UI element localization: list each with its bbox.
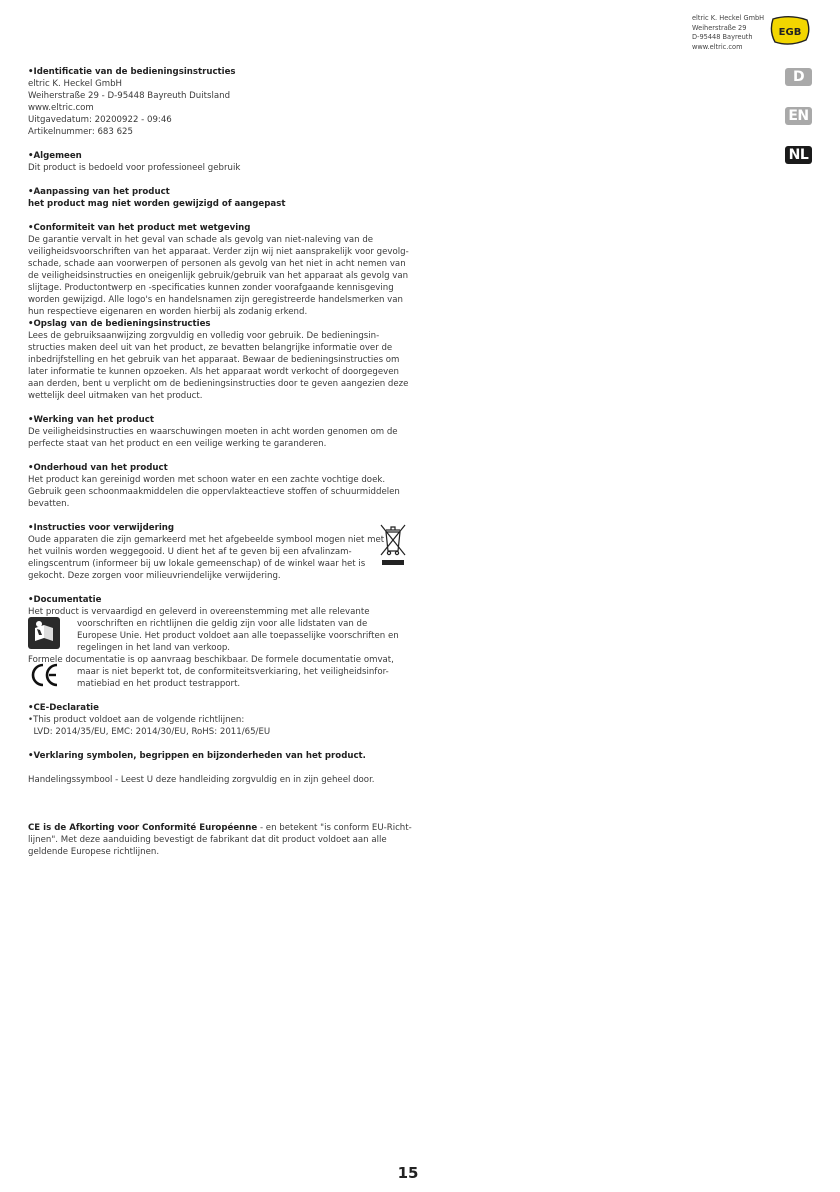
document-body (28, 66, 412, 858)
company-line: D-95448 Bayreuth (692, 33, 753, 42)
section-heading: •Opslag van de bedieningsinstructies (28, 319, 211, 329)
ce-mark-icon (30, 662, 60, 688)
text-line: •This product voldoet aan de volgende richtlijnen: (28, 715, 245, 725)
text-line: slijtage. Productontwerp en -specificaties kunnen zonder voorafgaande kennisgeving (28, 283, 394, 293)
company-line: Weiherstraße 29 (692, 23, 747, 32)
logo-text: EGB (778, 27, 802, 38)
text-line: inbedrijfstelling en het gebruik van het apparaat. Bewaar de bedieningsinstructies om (28, 355, 400, 365)
text-line: De garantie vervalt in het geval van schade als gevolg van niet-naleving van de (28, 235, 374, 245)
text-line: aan derden, bent u verplicht om de bedieningsinstructies door te geven aangezien deze (28, 379, 409, 389)
text-line: bevatten. (28, 499, 70, 509)
text-line: gekocht. Deze zorgen voor milieuvriendelijke verwijdering. (28, 571, 281, 581)
text-line: Het product kan gereinigd worden met schoon water en een zachte vochtige doek. (28, 475, 386, 485)
text-line: LVD: 2014/35/EU, EMC: 2014/30/EU, RoHS: 2011/65/EU (28, 727, 271, 737)
text-line: lijnen". Met deze aanduiding bevestigt de fabrikant dat dit product voldoet aan alle (28, 835, 387, 845)
text-line: Handelingssymbool - Leest U deze handleiding zorgvuldig en in zijn geheel door. (28, 775, 375, 785)
text-line: Artikelnummer: 683 625 (28, 127, 133, 137)
text-line: de veiligheidsinstructies en oneigenlijk gebruik/gebruik van het apparaat als gevolg van (28, 271, 409, 281)
text-line: De veiligheidsinstructies en waarschuwingen moeten in acht worden genomen om de (28, 427, 398, 437)
section-heading: •Identificatie van de bedieningsinstructies (28, 67, 236, 77)
text-line: elingscentrum (informeer bij uw lokale gemeenschap) of de winkel waar het is (28, 559, 366, 569)
ce-note-bold: CE is de Afkorting voor Conformité Européenne (28, 823, 258, 833)
text-line: Uitgavedatum: 20200922 - 09:46 (28, 115, 172, 125)
text-line: schade, schade aan voorwerpen of personen als gevolg van het niet in acht nemen van (28, 259, 406, 269)
text-line: maar is niet beperkt tot, de conformiteitsverkiaring, het veiligheidsinfor- (77, 667, 389, 677)
text-line: later informatie te kunnen opzoeken. Als het apparaat wordt verkocht of doorgegeven (28, 367, 399, 377)
section-heading: •CE-Declaratie (28, 703, 99, 713)
text-line: eltric K. Heckel GmbH (28, 79, 123, 89)
section-heading: •Documentatie (28, 595, 102, 605)
text-line: het product mag niet worden gewijzigd of aangepast (28, 199, 286, 209)
text-line: Gebruik geen schoonmaakmiddelen die oppervlakteactieve stoffen of schuurmiddelen (28, 487, 400, 497)
lang-tab-en[interactable]: EN (785, 107, 812, 125)
text-line: perfecte staat van het product en een veilige werking te garanderen. (28, 439, 327, 449)
section-heading: •Algemeen (28, 151, 82, 161)
section-heading: •Aanpassing van het product (28, 187, 170, 197)
text-line: voorschriften en richtlijnen die geldig zijn voor alle lidstaten van de (77, 619, 368, 629)
text-line: Formele documentatie is op aanvraag beschikbaar. De formele documentatie omvat, (28, 655, 394, 665)
text-line: Europese Unie. Het product voldoet aan alle toepasselijke voorschriften en (77, 631, 399, 641)
text-line: Het product is vervaardigd en geleverd in overeenstemming met alle relevante (28, 607, 370, 617)
section-heading: •Verklaring symbolen, begrippen en bijzonderheden van het product. (28, 751, 366, 761)
section-heading: •Conformiteit van het product met wetgeving (28, 223, 251, 233)
company-line: eltric K. Heckel GmbH (692, 14, 765, 22)
section-heading: •Werking van het product (28, 415, 154, 425)
read-manual-icon (28, 617, 60, 649)
text-line: het vuilnis worden weggegooid. U dient het af te geven bij een afvalinzam- (28, 547, 352, 557)
text-line: Oude apparaten die zijn gemarkeerd met het afgebeelde symbool mogen niet met (28, 535, 385, 545)
text-line: veiligheidsvoorschriften van het apparaat. Verder zijn wij niet aansprakelijk voor gevolg- (28, 247, 409, 257)
text-line: regelingen in het land van verkoop. (77, 643, 231, 653)
lang-tab-nl[interactable]: NL (785, 146, 812, 164)
crossed-out-bin-icon (378, 523, 408, 567)
text-line: structies maken deel uit van het product, ze bevatten belangrijke informatie over de (28, 343, 393, 353)
page-number: 15 (397, 1164, 419, 1182)
text-line: Dit product is bedoeld voor professioneel gebruik (28, 163, 241, 173)
text-line: worden gewijzigd. Alle logo's en handelsnamen zijn geregistreerde handelsmerken van (28, 295, 403, 305)
section-heading: •Instructies voor verwijdering (28, 523, 175, 533)
ce-note-line (28, 822, 412, 834)
text-line: matiebiad en het product testrapport. (77, 679, 241, 689)
text-line: Weiherstraße 29 - D-95448 Bayreuth Duitsland (28, 91, 231, 101)
company-line: www.eltric.com (692, 42, 743, 51)
egb-logo (769, 16, 811, 46)
text-line: wettelijk deel uitmaken van het product. (28, 391, 203, 401)
company-address (692, 14, 764, 52)
lang-tab-d[interactable]: D (785, 68, 812, 86)
text-line: Lees de gebruiksaanwijzing zorgvuldig en volledig voor gebruik. De bedieningsin- (28, 331, 380, 341)
text-line: geldende Europese richtlijnen. (28, 847, 160, 857)
section-heading: •Onderhoud van het product (28, 463, 168, 473)
text-line: www.eltric.com (28, 103, 94, 113)
ce-note-rest: - en betekent "is conform EU-Richt- (257, 823, 412, 833)
text-line: hun respectieve eigenaren en worden hierbij als zodanig erkend. (28, 307, 308, 317)
